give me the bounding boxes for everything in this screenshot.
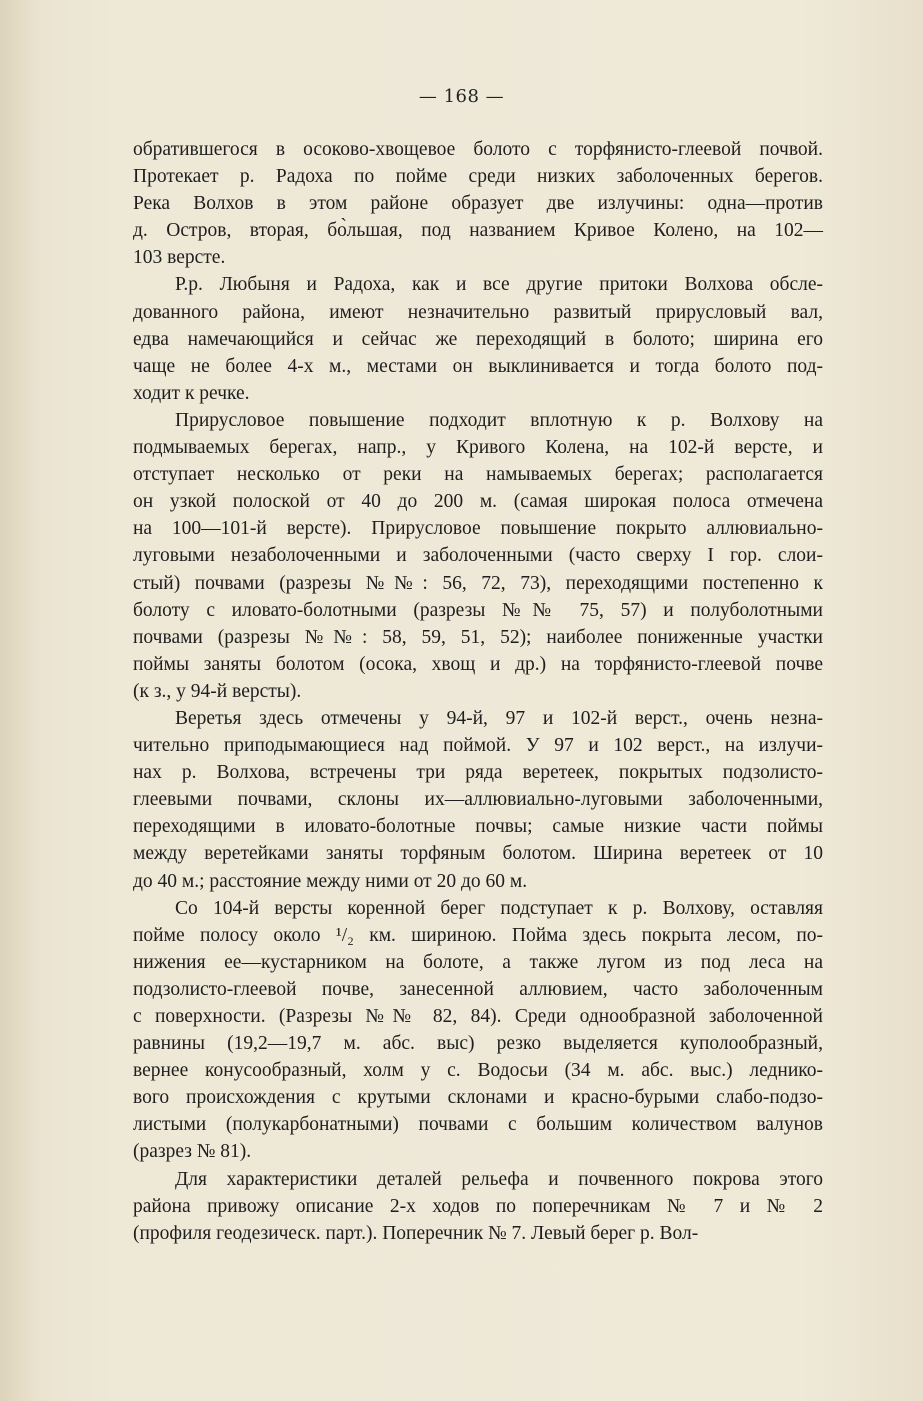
text-line: едва намечающийся и сейчас же переходящий в болото; ширина его bbox=[133, 328, 823, 350]
text-line: до 40 м.; расстояние между ними от 20 до 60 м. bbox=[133, 870, 528, 892]
text-line: 103 версте. bbox=[133, 247, 226, 269]
text-line: переходящими в иловато-болотные почвы; самые низкие части поймы bbox=[133, 816, 823, 838]
text-line: с поверхности. (Разрезы №№ 82, 84). Среди однообразной заболоченной bbox=[133, 1006, 823, 1027]
text-line: Веретья здесь отмечены у 94-й, 97 и 102-й верст., очень незна- bbox=[175, 707, 823, 729]
text-line: равнины (19,2—19,7 м. абс. выс) резко выделяется куполообразный, bbox=[133, 1033, 823, 1055]
paragraph bbox=[133, 136, 823, 271]
text-line: (профиля геодезическ. парт.). Поперечник № 7. Левый берег р. Вол- bbox=[133, 1222, 699, 1244]
text-line: Протекает р. Радоха по пойме среди низких заболоченных берегов. bbox=[133, 166, 823, 188]
text-line: подмываемых берегах, напр., у Кривого Колена, на 102-й версте, и bbox=[133, 437, 823, 459]
paragraph bbox=[133, 705, 823, 895]
text-line: глеевыми почвами, склоны их—аллювиально-луговыми заболоченными, bbox=[133, 789, 823, 811]
text-line: (разрез № 81). bbox=[133, 1141, 252, 1163]
text-line: между веретейками заняты торфяным болотом. Ширина веретеек от 10 bbox=[133, 843, 823, 865]
text-line: луговыми незаболоченными и заболоченными (часто сверху I гор. слои- bbox=[133, 545, 823, 567]
text-line: почвами (разрезы №№: 58, 59, 51, 52); наиболее пониженные участки bbox=[133, 626, 823, 648]
paragraph bbox=[133, 271, 823, 406]
text-line: района привожу описание 2-х ходов по поперечникам № 7 и № 2 bbox=[133, 1195, 823, 1217]
text-line: на 100—101-й версте). Прирусловое повышение покрыто аллювиально- bbox=[133, 518, 823, 540]
text-line: ходит к речке. bbox=[133, 382, 250, 404]
text-line: он узкой полоской от 40 до 200 м. (самая широкая полоса отмечена bbox=[133, 491, 823, 513]
text-line: отступает несколько от реки на намываемых берегах; располагается bbox=[133, 464, 823, 486]
text-line: (к з., у 94-й версты). bbox=[133, 680, 302, 702]
text-line: листыми (полукарбонатными) почвами с большим количеством валунов bbox=[133, 1114, 823, 1136]
text-line: поймы заняты болотом (осока, хвощ и др.) на торфянисто-глеевой почве bbox=[133, 653, 823, 675]
text-line: дованного района, имеют незначительно развитый прирусловый вал, bbox=[133, 301, 823, 323]
paragraph bbox=[133, 1166, 823, 1247]
text-line: Река Волхов в этом районе образует две излучины: одна—против bbox=[133, 193, 823, 215]
text-line: Р.р. Любыня и Радоха, как и все другие притоки Волхова обсле- bbox=[175, 274, 823, 296]
text-line: обратившегося в осоково-хвощевое болото с торфянисто-глеевой почвой. bbox=[133, 139, 823, 160]
page-number: — 168 — bbox=[418, 86, 505, 107]
text-line: Прирусловое повышение подходит вплотную к р. Волхову на bbox=[175, 409, 823, 431]
text-line: вого происхождения с крутыми склонами и красно-бурыми слабо-подзо- bbox=[133, 1087, 823, 1109]
text-line: пойме полосу около ¹/₂ км. шириною. Пойма здесь покрыта лесом, по- bbox=[133, 924, 823, 946]
body-text bbox=[133, 136, 823, 1247]
text-line: нах р. Волхова, встречены три ряда веретеек, покрытых подзолисто- bbox=[133, 762, 823, 784]
text-line: чаще не более 4-х м., местами он выклинивается и тогда болото под- bbox=[133, 355, 823, 377]
text-line: Для характеристики деталей рельефа и почвенного покрова этого bbox=[175, 1168, 823, 1190]
paragraph bbox=[133, 895, 823, 1166]
text-line: Со 104-й версты коренной берег подступает к р. Волхову, оставляя bbox=[175, 897, 823, 919]
text-line: подзолисто-глеевой почве, занесенной аллювием, часто заболоченным bbox=[133, 978, 823, 1000]
paragraph bbox=[133, 407, 823, 705]
text-line: д. Остров, вторая, бо̀льшая, под названием Кривое Колено, на 102— bbox=[133, 220, 823, 242]
text-line: нижения ее—кустарником на болоте, а также лугом из под леса на bbox=[133, 951, 823, 973]
text-line: болоту с иловато-болотными (разрезы №№ 75, 57) и полуболотными bbox=[133, 599, 823, 621]
text-line: чительно приподымающиеся над поймой. У 97 и 102 верст., на излучи- bbox=[133, 735, 823, 757]
text-line: вернее конусообразный, холм у с. Водосьи (34 м. абс. выс.) леднико- bbox=[133, 1060, 823, 1082]
text-line: стый) почвами (разрезы №№: 56, 72, 73), переходящими постепенно к bbox=[133, 572, 823, 594]
